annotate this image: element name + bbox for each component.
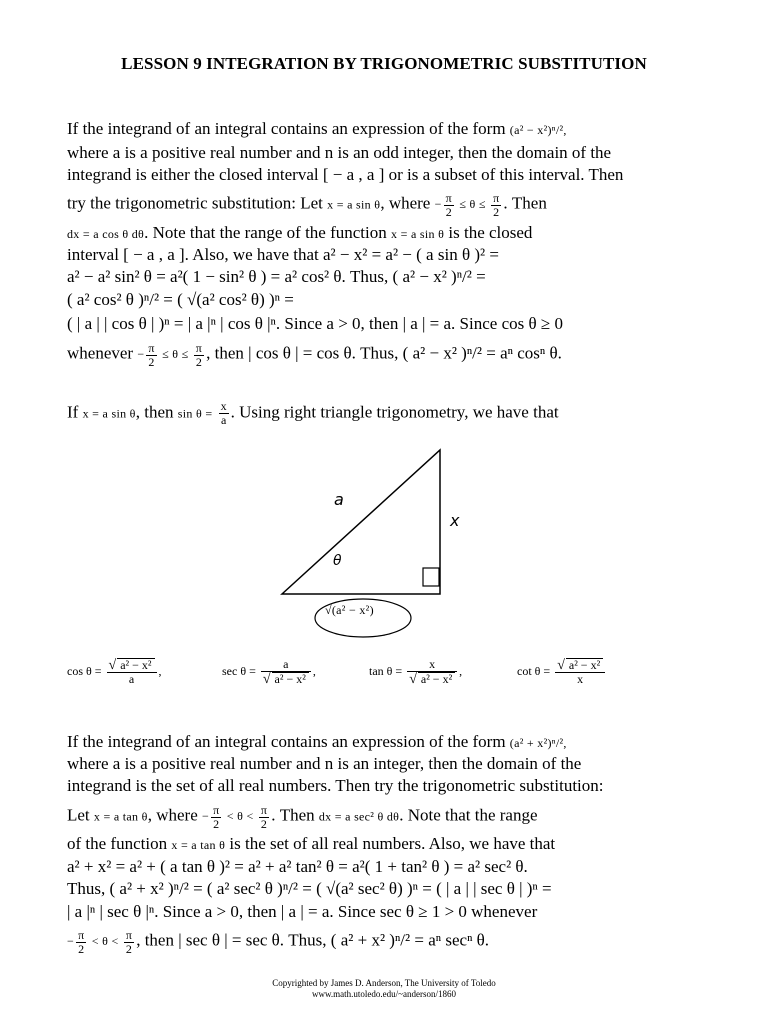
copyright-footer — [0, 978, 768, 1000]
trig-ratios — [67, 640, 707, 690]
p2-text: If — [67, 402, 79, 422]
tan-label: tan θ = — [369, 663, 403, 678]
p2-math: sin θ = — [177, 406, 213, 421]
p3-text: If the integrand of an integral contains an expression of the form — [67, 732, 506, 751]
p3-line-1 — [67, 731, 567, 754]
p1-line-2: where a is a positive real number and n is an odd integer, then the domain of the — [67, 143, 612, 162]
triangle-shape — [282, 450, 440, 594]
p3-line-3: integrand is the set of all real numbers. Then try the trigonometric substitution: — [67, 776, 604, 795]
copyright-line: Copyrighted by James D. Anderson, The University of Toledo — [272, 978, 496, 988]
p3-line-5 — [67, 833, 555, 856]
cot-ratio — [517, 658, 607, 686]
p3-line-6: a² + x² = a² + ( a tan θ )² = a² + a² tan² θ = a²( 1 + tan² θ ) = a² sec² θ. — [67, 857, 528, 876]
p3-text: is the set of all real numbers. Also, we have that — [229, 834, 556, 853]
p3-text: , then | sec θ | = sec θ. Thus, ( a² + x² )ⁿ/² = aⁿ secⁿ θ. — [136, 930, 490, 950]
p1-line-3: integrand is either the closed interval [ − a , a ] or is a subset of this interval. Then — [67, 165, 624, 184]
p3-line-7: Thus, ( a² + x² )ⁿ/² = ( a² sec² θ )ⁿ/² = ( √(a² sec² θ) )ⁿ = ( | a | | sec θ | )ⁿ = — [67, 879, 552, 898]
p1-line-8: ( a² cos² θ )ⁿ/² = ( √(a² cos² θ) )ⁿ = — [67, 290, 294, 309]
p3-text: of the function — [67, 834, 168, 853]
p1-text: try the trigonometric substitution: Let — [67, 193, 323, 213]
cot-label: cot θ = — [517, 663, 551, 678]
p1-text: is the closed — [448, 223, 533, 242]
p2-math: x = a sin θ — [82, 406, 136, 421]
p3-text: . Note that the range — [399, 805, 538, 825]
p1-line-1 — [67, 118, 567, 141]
p1-text: whenever — [67, 343, 134, 363]
p1-math: (a² − x²)ⁿ/², — [509, 123, 567, 137]
theta-range-tan-2: − $\frac{\pi}{2}$ < θ < $\frac{\pi}{2}$ — [67, 928, 133, 956]
p3-line-2: where a is a positive real number and n is an integer, then the domain of the — [67, 754, 582, 773]
p1-line-10 — [67, 342, 562, 369]
right-angle-marker — [423, 568, 439, 586]
theta-range-sin: − $\frac{\pi}{2}$ ≤ θ ≤ $\frac{\pi}{2}$ — [434, 191, 500, 219]
p1-line-7: a² − a² sin² θ = a²( 1 − sin² θ ) = a² cos² θ. Thus, ( a² − x² )ⁿ/² = — [67, 267, 486, 286]
hypotenuse-label: a — [334, 490, 344, 509]
sec-label: sec θ = — [222, 663, 256, 678]
p1-text: . Then — [503, 193, 547, 213]
p3-text: . Then — [271, 805, 315, 825]
sec-ratio: sec θ = $\frac{a}{\text{√ a² − x²}}$ , — [222, 657, 316, 687]
p1-line-4 — [67, 192, 547, 219]
p1-math: dx = a cos θ dθ — [67, 227, 145, 241]
p3-math: dx = a sec² θ dθ — [318, 809, 400, 824]
p1-line-6: interval [ − a , a ]. Also, we have that a² − x² = a² − ( a sin θ )² = — [67, 245, 499, 264]
p1-line-5 — [67, 222, 532, 245]
p2-text: . Using right triangle trigonometry, we have that — [230, 402, 559, 422]
p2-text: , then — [135, 402, 174, 422]
p3-text: , where — [147, 805, 198, 825]
page-title: LESSON 9 INTEGRATION BY TRIGONOMETRIC SUBSTITUTION — [121, 54, 647, 73]
p2-line-1 — [67, 400, 559, 427]
p1-text: If the integrand of an integral contains an expression of the form — [67, 119, 506, 138]
angle-label: θ — [333, 553, 342, 569]
cos-ratio: cos θ = $\frac{\text{√ a² − x²}}{a}$ , — [67, 658, 162, 686]
cos-fraction: $\frac{\text{√ a² − x²}}{a}$ — [107, 658, 157, 686]
p1-math: x = a sin θ — [327, 197, 381, 212]
sec-fraction: $\frac{a}{\text{√ a² − x²}}$ — [261, 658, 311, 686]
p3-line-8: | a |ⁿ | sec θ |ⁿ. Since a > 0, then | a | = a. Since sec θ ≥ 1 > 0 whenever — [67, 902, 538, 921]
cot-fraction: $\frac{\text{√ a² − x²}}{x}$ — [555, 658, 605, 686]
p3-line-9 — [67, 929, 489, 956]
x-over-a: $\frac{x}{a}$ — [220, 399, 227, 427]
p3-math: (a² + x²)ⁿ/², — [509, 736, 567, 750]
theta-range-tan: − $\frac{\pi}{2}$ < θ < $\frac{\pi}{2}$ — [202, 803, 268, 831]
p3-math: x = a tan θ — [171, 838, 226, 852]
theta-range-sin-2: − $\frac{\pi}{2}$ ≤ θ ≤ $\frac{\pi}{2}$ — [137, 341, 203, 369]
tan-ratio: tan θ = $\frac{x}{\text{√ a² − x²}}$ , — [369, 657, 463, 687]
cos-label: cos θ = — [67, 663, 102, 678]
opposite-label: x — [450, 511, 460, 530]
adjacent-label: √(a² − x²) — [325, 603, 374, 617]
p3-math: x = a tan θ — [93, 809, 148, 824]
p1-text: , then | cos θ | = cos θ. Thus, ( a² − x² )ⁿ/² = aⁿ cosⁿ θ. — [206, 343, 562, 363]
p1-math: x = a sin θ — [390, 227, 445, 241]
p1-line-9: ( | a | | cos θ | )ⁿ = | a |ⁿ | cos θ |ⁿ. Since a > 0, then | a | = a. Since cos θ ≥ 0 — [67, 314, 563, 333]
website-line: www.math.utoledo.edu/~anderson/1860 — [311, 989, 456, 999]
p1-text: , where — [380, 193, 431, 213]
tan-fraction: $\frac{x}{\text{√ a² − x²}}$ — [407, 658, 457, 686]
p1-text: . Note that the range of the function — [144, 223, 387, 242]
p3-text: Let — [67, 805, 90, 825]
p3-line-4 — [67, 804, 538, 831]
